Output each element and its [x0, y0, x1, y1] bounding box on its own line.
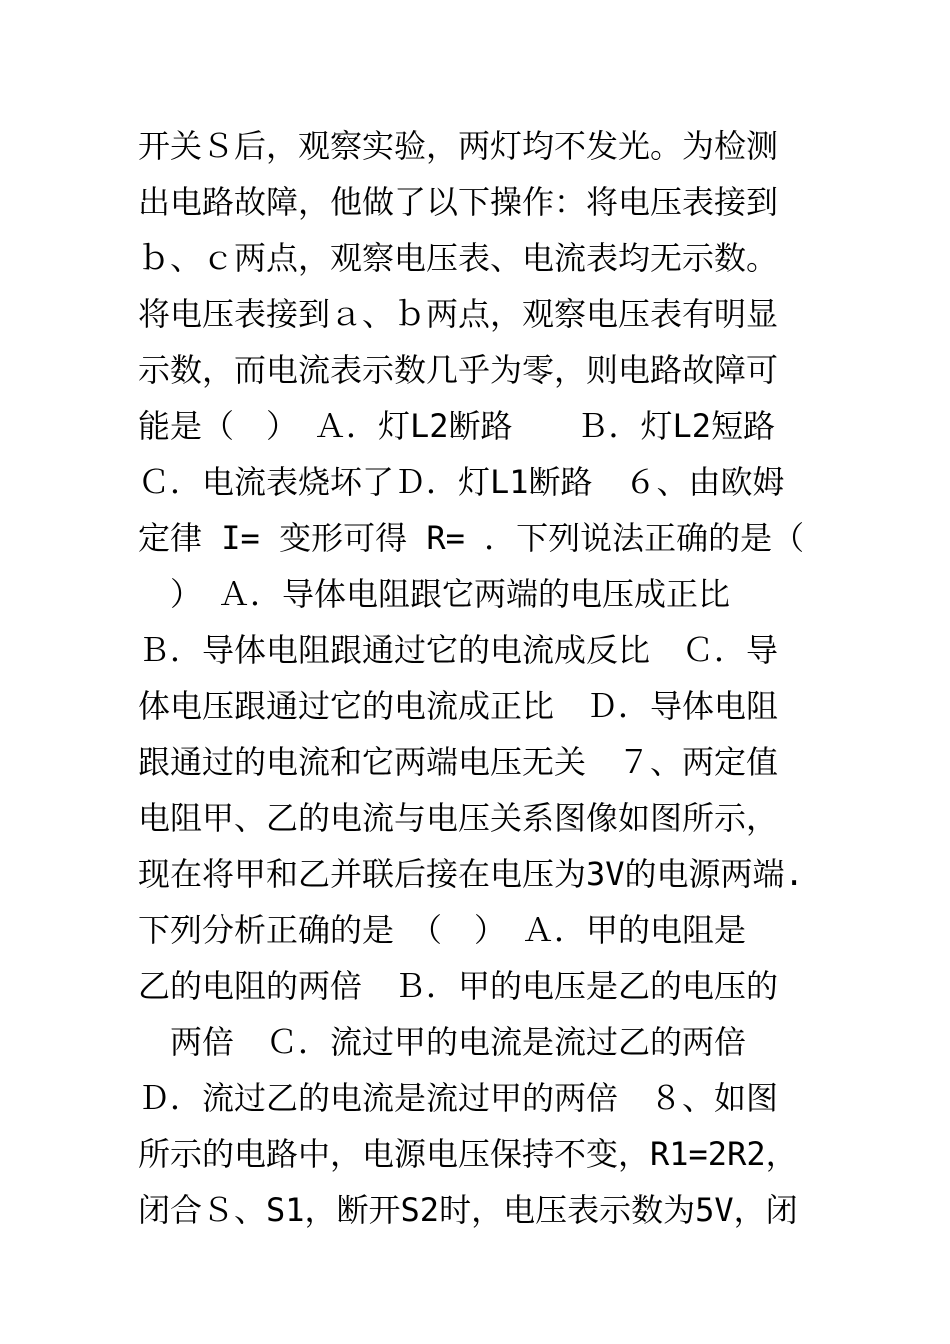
document-text [138, 118, 838, 1238]
text-line: 乙的电阻的两倍 Ｂ．甲的电压是乙的电压的 [138, 967, 779, 1005]
text-line: Ｂ．导体电阻跟通过它的电流成反比 Ｃ．导 [138, 631, 779, 669]
text-line: 闭合Ｓ、S1，断开S2时，电压表示数为5V，闭 [138, 1191, 798, 1229]
text-line: 出电路故障，他做了以下操作：将电压表接到 [138, 183, 779, 221]
text-line: 开关Ｓ后，观察实验，两灯均不发光。为检测 [138, 127, 779, 165]
text-line: ） Ａ．导体电阻跟它两端的电压成正比 [138, 575, 731, 613]
text-line: Ｃ．电流表烧坏了Ｄ．灯L1断路 ６、由欧姆 [138, 463, 785, 501]
text-line: 两倍 Ｃ．流过甲的电流是流过乙的两倍 [138, 1023, 747, 1061]
text-line: 现在将甲和乙并联后接在电压为3V的电源两端. [138, 855, 804, 893]
text-line: 体电压跟通过它的电流成正比 Ｄ．导体电阻 [138, 687, 779, 725]
text-line: ｂ、ｃ两点，观察电压表、电流表均无示数。 [138, 239, 779, 277]
text-line: 跟通过的电流和它两端电压无关 ７、两定值 [138, 743, 779, 781]
text-line: Ｄ．流过乙的电流是流过甲的两倍 ８、如图 [138, 1079, 779, 1117]
text-line: 所示的电路中，电源电压保持不变，R1=2R2， [138, 1135, 798, 1173]
text-line: 将电压表接到ａ、ｂ两点，观察电压表有明显 [138, 295, 779, 333]
text-line: 能是（ ） Ａ．灯L2断路 Ｂ．灯L2短路 [138, 407, 776, 445]
text-line: 定律 I= 变形可得 R= ．下列说法正确的是（ [138, 519, 805, 557]
text-line: 下列分析正确的是 （ ） Ａ．甲的电阻是 [138, 911, 747, 949]
text-line: 电阻甲、乙的电流与电压关系图像如图所示， [138, 799, 779, 837]
text-line: 示数，而电流表示数几乎为零，则电路故障可 [138, 351, 779, 389]
